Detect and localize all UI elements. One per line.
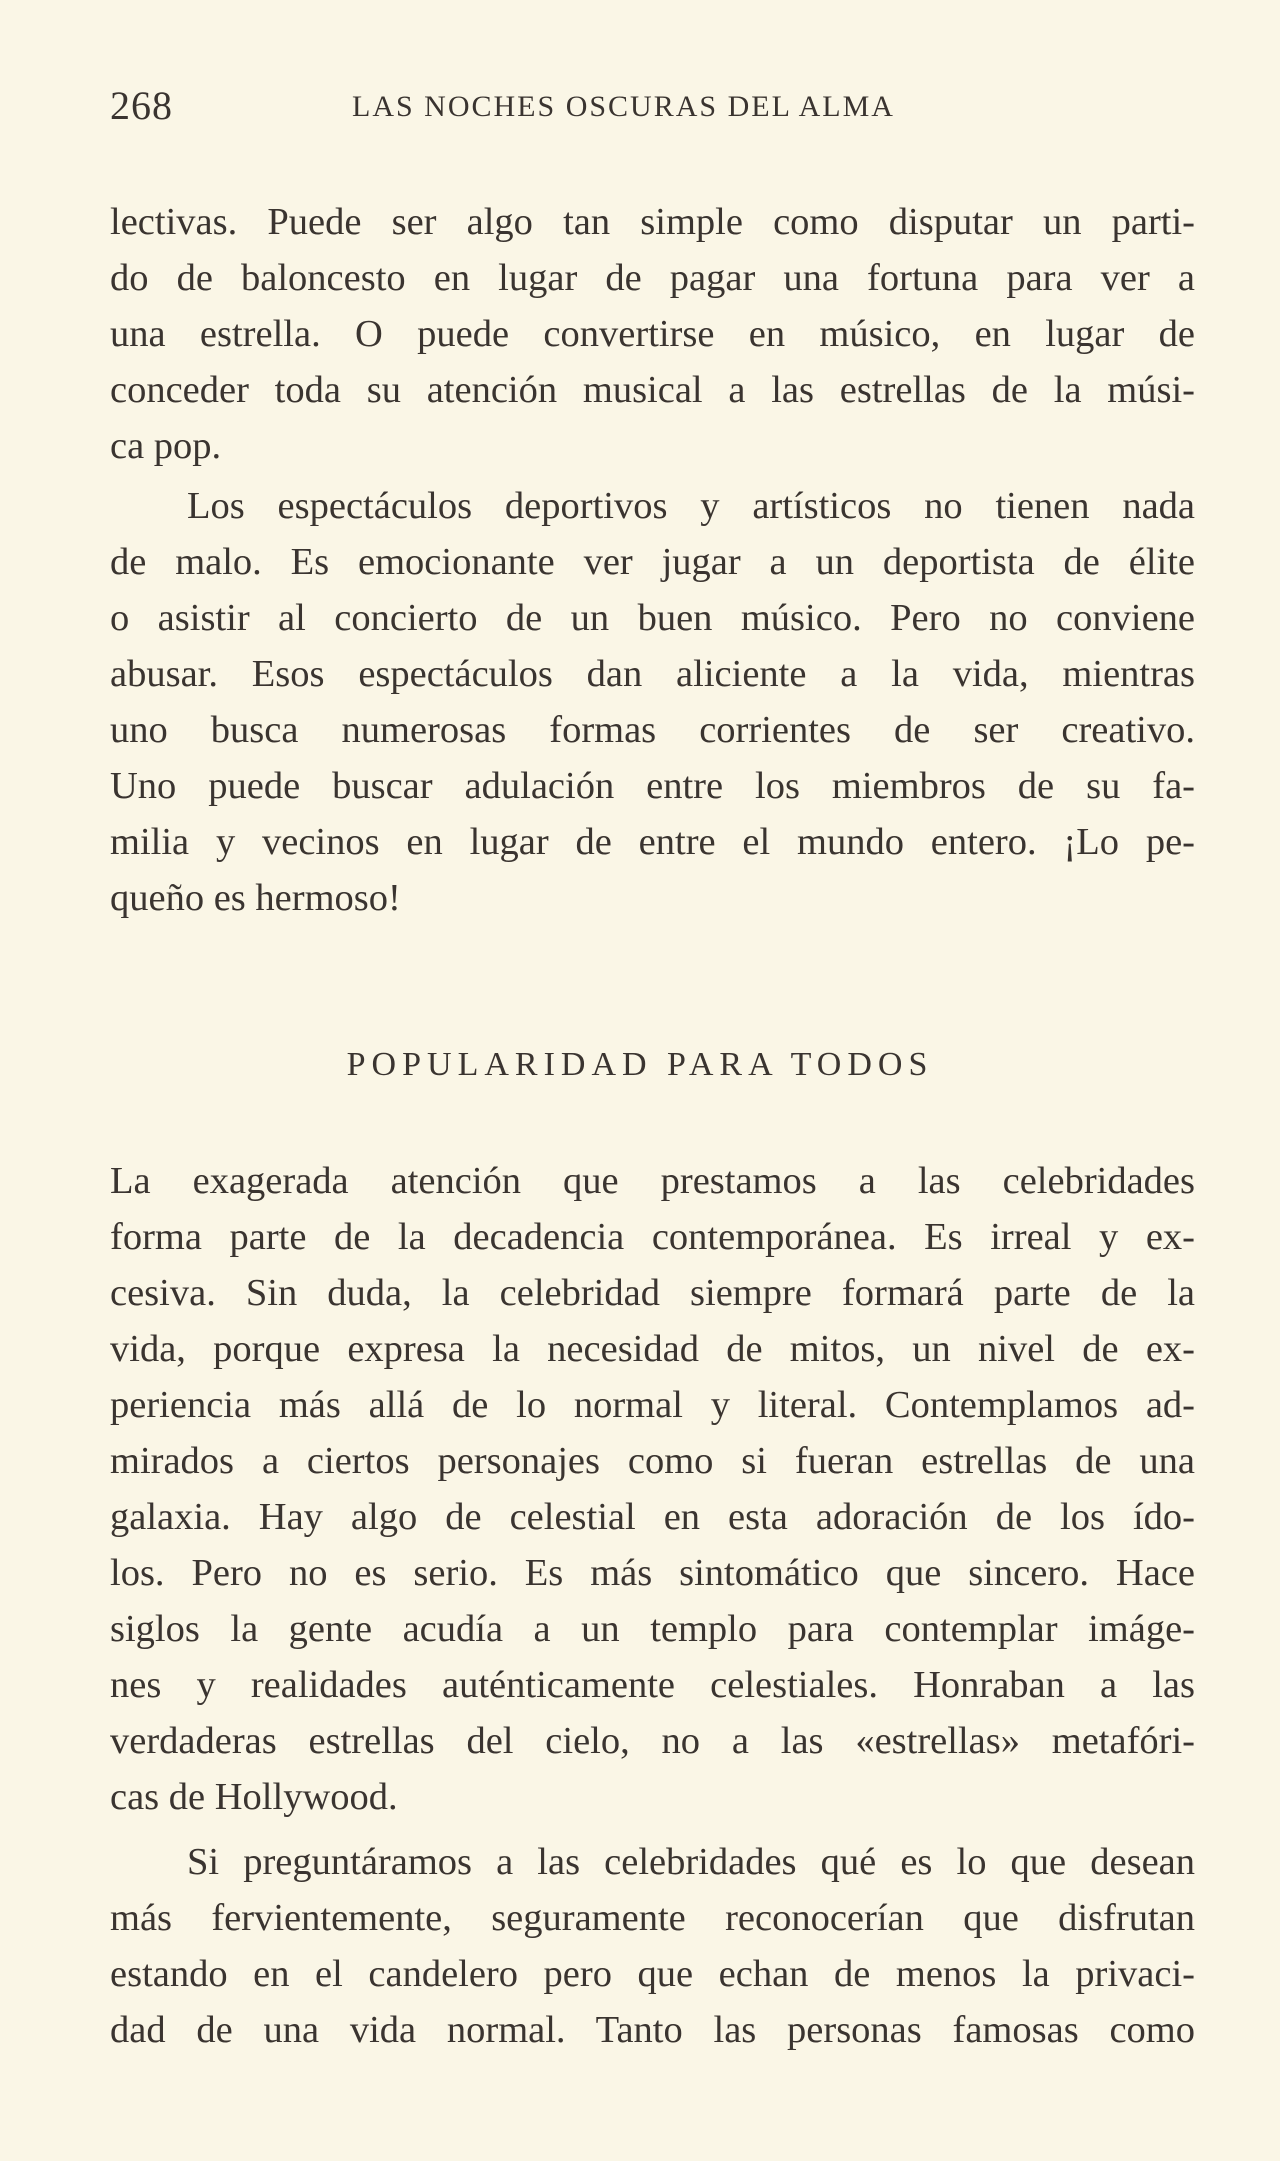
running-header-title: LAS NOCHES OSCURAS DEL ALMA bbox=[352, 90, 895, 123]
text-line: Uno puede buscar adulación entre los miembros de su fa- bbox=[110, 765, 1195, 807]
text-line: siglos la gente acudía a un templo para contemplar imáge- bbox=[110, 1608, 1195, 1650]
text-line: forma parte de la decadencia contemporánea. Es irreal y ex- bbox=[110, 1216, 1195, 1258]
text-line: o asistir al concierto de un buen músico. Pero no conviene bbox=[110, 597, 1195, 639]
paragraph-questions bbox=[110, 1834, 1195, 2058]
text-line: cas de Hollywood. bbox=[110, 1776, 398, 1818]
text-line: conceder toda su atención musical a las estrellas de la músi- bbox=[110, 369, 1195, 411]
section-heading: POPULARIDAD PARA TODOS bbox=[346, 1046, 934, 1083]
text-line: dad de una vida normal. Tanto las personas famosas como bbox=[110, 2009, 1195, 2051]
text-line: queño es hermoso! bbox=[110, 877, 401, 919]
text-line: uno busca numerosas formas corrientes de ser creativo. bbox=[110, 709, 1195, 751]
running-header bbox=[110, 82, 1210, 142]
text-line: más fervientemente, seguramente reconocerían que disfrutan bbox=[110, 1897, 1195, 1939]
text-line: los. Pero no es serio. Es más sintomático que sincero. Hace bbox=[110, 1552, 1195, 1594]
paragraph-celebrity bbox=[110, 1153, 1195, 1825]
text-line: Los espectáculos deportivos y artísticos no tienen nada bbox=[187, 485, 1195, 527]
page-number: 268 bbox=[110, 83, 173, 128]
text-line: vida, porque expresa la necesidad de mitos, un nivel de ex- bbox=[110, 1328, 1195, 1370]
text-line: nes y realidades auténticamente celestiales. Honraban a las bbox=[110, 1664, 1195, 1706]
text-line: lectivas. Puede ser algo tan simple como disputar un parti- bbox=[110, 201, 1195, 243]
text-line: una estrella. O puede convertirse en músico, en lugar de bbox=[110, 313, 1195, 355]
text-line: verdaderas estrellas del cielo, no a las «estrellas» metafóri- bbox=[110, 1720, 1195, 1762]
text-line: mirados a ciertos personajes como si fueran estrellas de una bbox=[110, 1440, 1195, 1482]
paragraph-spectacles bbox=[110, 478, 1195, 926]
text-line: La exagerada atención que prestamos a las celebridades bbox=[110, 1160, 1195, 1202]
text-line: estando en el candelero pero que echan de menos la privaci- bbox=[110, 1953, 1195, 1995]
text-line: Si preguntáramos a las celebridades qué es lo que desean bbox=[187, 1841, 1195, 1883]
paragraph-continued bbox=[110, 194, 1195, 474]
text-line: galaxia. Hay algo de celestial en esta adoración de los ído- bbox=[110, 1496, 1195, 1538]
text-line: ca pop. bbox=[110, 425, 222, 467]
text-line: do de baloncesto en lugar de pagar una fortuna para ver a bbox=[110, 257, 1195, 299]
text-line: de malo. Es emocionante ver jugar a un deportista de élite bbox=[110, 541, 1195, 583]
text-line: milia y vecinos en lugar de entre el mundo entero. ¡Lo pe- bbox=[110, 821, 1195, 863]
text-line: periencia más allá de lo normal y literal. Contemplamos ad- bbox=[110, 1384, 1195, 1426]
text-line: abusar. Esos espectáculos dan aliciente a la vida, mientras bbox=[110, 653, 1195, 695]
text-line: cesiva. Sin duda, la celebridad siempre formará parte de la bbox=[110, 1272, 1195, 1314]
